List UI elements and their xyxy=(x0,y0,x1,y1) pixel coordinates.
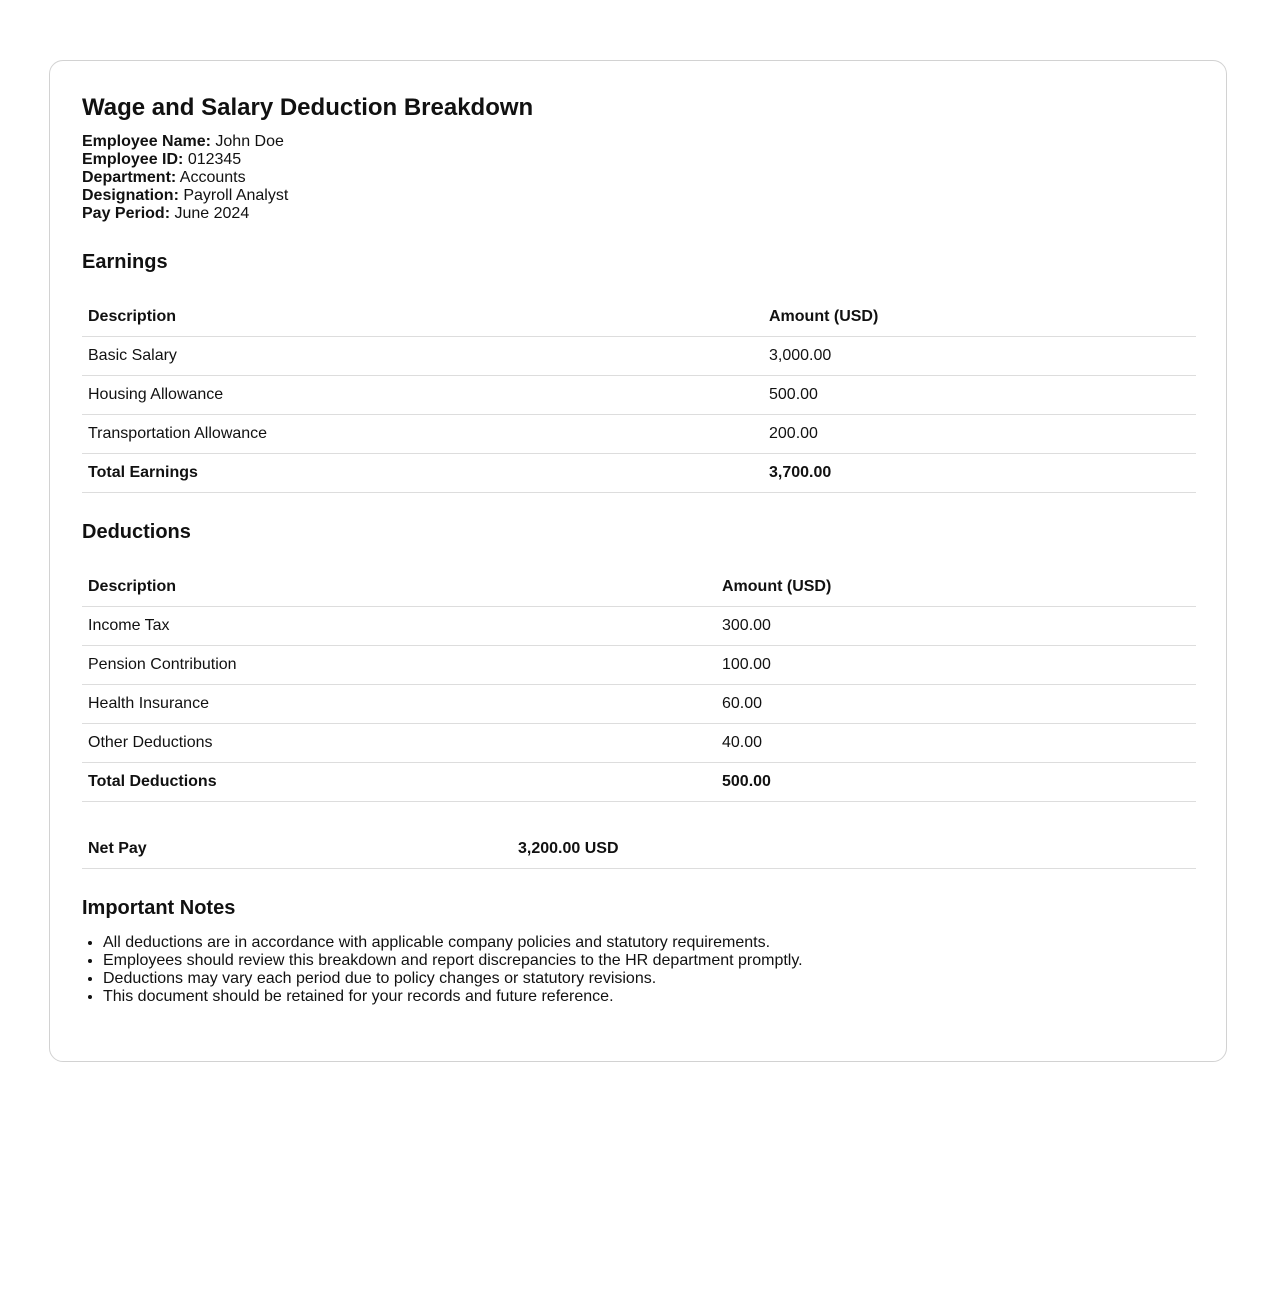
table-row xyxy=(82,337,1196,376)
table-header-row xyxy=(82,568,1196,607)
column-header-description: Description xyxy=(82,568,716,607)
table-row xyxy=(82,646,1196,685)
deductions-table xyxy=(82,568,1196,802)
row-description: Basic Salary xyxy=(82,337,763,376)
info-label: Pay Period: xyxy=(82,205,171,222)
total-amount: 3,700.00 xyxy=(763,454,1196,493)
designation-row xyxy=(82,187,1194,205)
row-amount: 500.00 xyxy=(763,376,1196,415)
total-label: Total Deductions xyxy=(82,763,716,802)
notes-heading: Important Notes xyxy=(82,897,236,919)
row-amount: 300.00 xyxy=(716,607,1196,646)
column-header-amount: Amount (USD) xyxy=(763,298,1196,337)
table-row xyxy=(82,724,1196,763)
info-label: Employee Name: xyxy=(82,133,211,150)
info-label: Department: xyxy=(82,169,177,186)
notes-list xyxy=(82,934,1194,1006)
department-row xyxy=(82,169,1194,187)
page-title: Wage and Salary Deduction Breakdown xyxy=(82,94,534,121)
deductions-heading: Deductions xyxy=(82,521,191,543)
earnings-table xyxy=(82,298,1196,493)
row-amount: 40.00 xyxy=(716,724,1196,763)
info-value: John Doe xyxy=(215,133,284,150)
list-item: • Deductions may vary each period due to policy changes or statutory revisions. xyxy=(103,970,1194,988)
total-amount: 500.00 xyxy=(716,763,1196,802)
net-pay-value: 3,200.00 USD xyxy=(512,829,1196,869)
pay-period-row xyxy=(82,205,1194,223)
earnings-heading: Earnings xyxy=(82,251,168,273)
total-row xyxy=(82,763,1196,802)
row-description: Health Insurance xyxy=(82,685,716,724)
net-pay-label: Net Pay xyxy=(82,829,512,869)
table-header-row xyxy=(82,298,1196,337)
table-row xyxy=(82,415,1196,454)
row-amount: 60.00 xyxy=(716,685,1196,724)
info-value: 012345 xyxy=(187,151,242,168)
row-description: Transportation Allowance xyxy=(82,415,763,454)
row-description: Income Tax xyxy=(82,607,716,646)
table-row xyxy=(82,376,1196,415)
info-value: June 2024 xyxy=(174,205,250,222)
row-amount: 100.00 xyxy=(716,646,1196,685)
total-row xyxy=(82,454,1196,493)
employee-name-row xyxy=(82,133,1194,151)
column-header-description: Description xyxy=(82,298,763,337)
row-description: Other Deductions xyxy=(82,724,716,763)
list-item: • All deductions are in accordance with applicable company policies and statutory requirements. xyxy=(103,934,1194,952)
column-header-amount: Amount (USD) xyxy=(716,568,1196,607)
row-description: Housing Allowance xyxy=(82,376,763,415)
employee-id-row xyxy=(82,151,1194,169)
document-card xyxy=(49,60,1227,1062)
total-label: Total Earnings xyxy=(82,454,763,493)
info-label: Designation: xyxy=(82,187,179,204)
list-item: • Employees should review this breakdown and report discrepancies to the HR department promptly. xyxy=(103,952,1194,970)
info-label: Employee ID: xyxy=(82,151,184,168)
row-amount: 3,000.00 xyxy=(763,337,1196,376)
net-pay-table xyxy=(82,829,1196,869)
employee-info xyxy=(82,133,1194,223)
row-amount: 200.00 xyxy=(763,415,1196,454)
info-value: Accounts xyxy=(179,169,246,186)
table-row xyxy=(82,685,1196,724)
info-value: Payroll Analyst xyxy=(183,187,289,204)
list-item: • This document should be retained for your records and future reference. xyxy=(103,988,1194,1006)
net-pay-row xyxy=(82,829,1196,869)
table-row xyxy=(82,607,1196,646)
row-description: Pension Contribution xyxy=(82,646,716,685)
